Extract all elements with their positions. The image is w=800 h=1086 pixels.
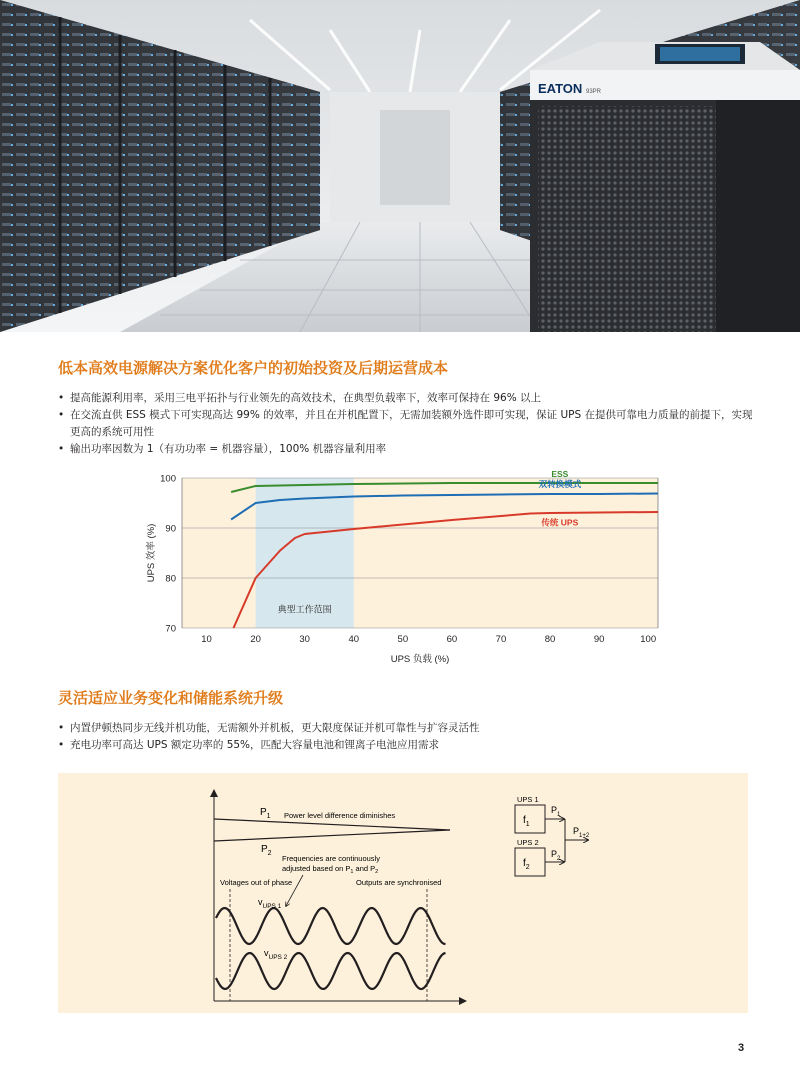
section1-title: 低本高效电源解决方案优化客户的初始投资及后期运营成本: [58, 359, 449, 377]
x-tick-label: 40: [348, 634, 360, 645]
x-tick-label: 10: [201, 634, 212, 645]
x-tick-label: 20: [250, 634, 261, 645]
outputs-note: Outputs are synchronised: [356, 878, 442, 887]
y-tick-label: 80: [165, 573, 176, 585]
x-tick-label: 30: [299, 634, 310, 645]
p2-label: $P_2$: [261, 844, 272, 857]
x-tick-label: 80: [544, 634, 556, 645]
series-label-double-conversion: 双转换模式: [538, 479, 582, 489]
freq-note-line2: adjusted based on $P_1$ and $P_2$: [282, 864, 379, 875]
y-tick-label: 70: [165, 623, 176, 635]
list-item: • 在交流直供 ESS 模式下可实现高达 99% 的效率，并且在并机配置下，无需加装额外选件即可实现，保证 UPS 在提供可靠电力质量的前提下，实现更高的系统可用性: [58, 407, 758, 441]
ups2-label: UPS 2: [517, 838, 539, 847]
x-tick-label: 70: [495, 634, 507, 645]
p1-line: [214, 819, 450, 830]
x-axis-label: UPS 负载 (%): [390, 654, 450, 665]
efficiency-chart: [140, 466, 680, 676]
ups1-block: [515, 805, 545, 833]
page-number: 3: [738, 1042, 745, 1054]
block-p1-label: $P_1$: [551, 805, 561, 818]
voltages-note: Voltages out of phase: [220, 878, 293, 887]
efficiency-chart-svg: [140, 466, 680, 676]
ups2-block: [515, 848, 545, 876]
x-tick-label: 60: [446, 634, 458, 645]
x-tick-label: 50: [397, 634, 409, 645]
f2-label: $f_2$: [523, 858, 530, 871]
typical-range-label: 典型工作范围: [277, 604, 332, 615]
parallel-block-diagram: [515, 795, 590, 876]
ups-cabinet: [530, 42, 800, 332]
list-item: • 充电功率可高达 UPS 额定功率的 55%，匹配大容量电池和锂离子电池应用需求: [58, 737, 758, 754]
series-label-legacy-ups: 传统 UPS: [541, 517, 579, 528]
ups1-label: UPS 1: [517, 795, 539, 804]
v-ups2-label: $v_{UPS 2}$: [264, 948, 288, 961]
y-tick-label: 100: [160, 473, 176, 485]
eaton-logo: EATON: [538, 81, 583, 96]
section1-bullet-list: [58, 390, 758, 458]
p12-label: $P_{1+2}$: [573, 826, 590, 839]
x-tick-label: 100: [640, 634, 657, 645]
sync-diagram-svg: [58, 773, 748, 1013]
y-axis-label: UPS 效率 (%): [146, 523, 157, 583]
section2-bullet-list: [58, 720, 758, 754]
datacenter-illustration: [0, 0, 800, 332]
ups-model-label: 93PR: [586, 89, 602, 95]
plot-background: [182, 478, 658, 628]
list-item: • 内置伊顿热同步无线并机功能，无需额外并机板，更大限度保证并机可靠性与扩容灵活性: [58, 720, 758, 737]
section2-title: 灵活适应业务变化和储能系统升级: [58, 689, 284, 707]
block-p2-label: $P_2$: [551, 849, 561, 862]
v-ups1-label: $v_{UPS 1}$: [258, 897, 282, 910]
freq-note-line1: Frequencies are continuously: [282, 854, 380, 863]
p2-line: [214, 830, 450, 841]
list-item: • 输出功率因数为 1（有功功率 = 机器容量），100% 机器容量利用率: [58, 441, 758, 458]
list-item: • 提高能源利用率，采用三电平拓扑与行业领先的高效技术，在典型负载率下，效率可保持在 96% 以上: [58, 390, 758, 407]
y-tick-label: 90: [165, 523, 176, 535]
p1-label: $P_1$: [260, 807, 271, 820]
f1-label: $f_1$: [523, 815, 530, 828]
sync-diagram: [58, 773, 748, 1013]
power-note: Power level difference diminishes: [284, 811, 396, 820]
x-tick-label: 90: [593, 634, 605, 645]
series-label-ess: ESS: [551, 469, 569, 479]
v-ups2-wave: [216, 953, 446, 989]
hero-image: [0, 0, 800, 332]
v-ups1-wave: [216, 908, 446, 944]
